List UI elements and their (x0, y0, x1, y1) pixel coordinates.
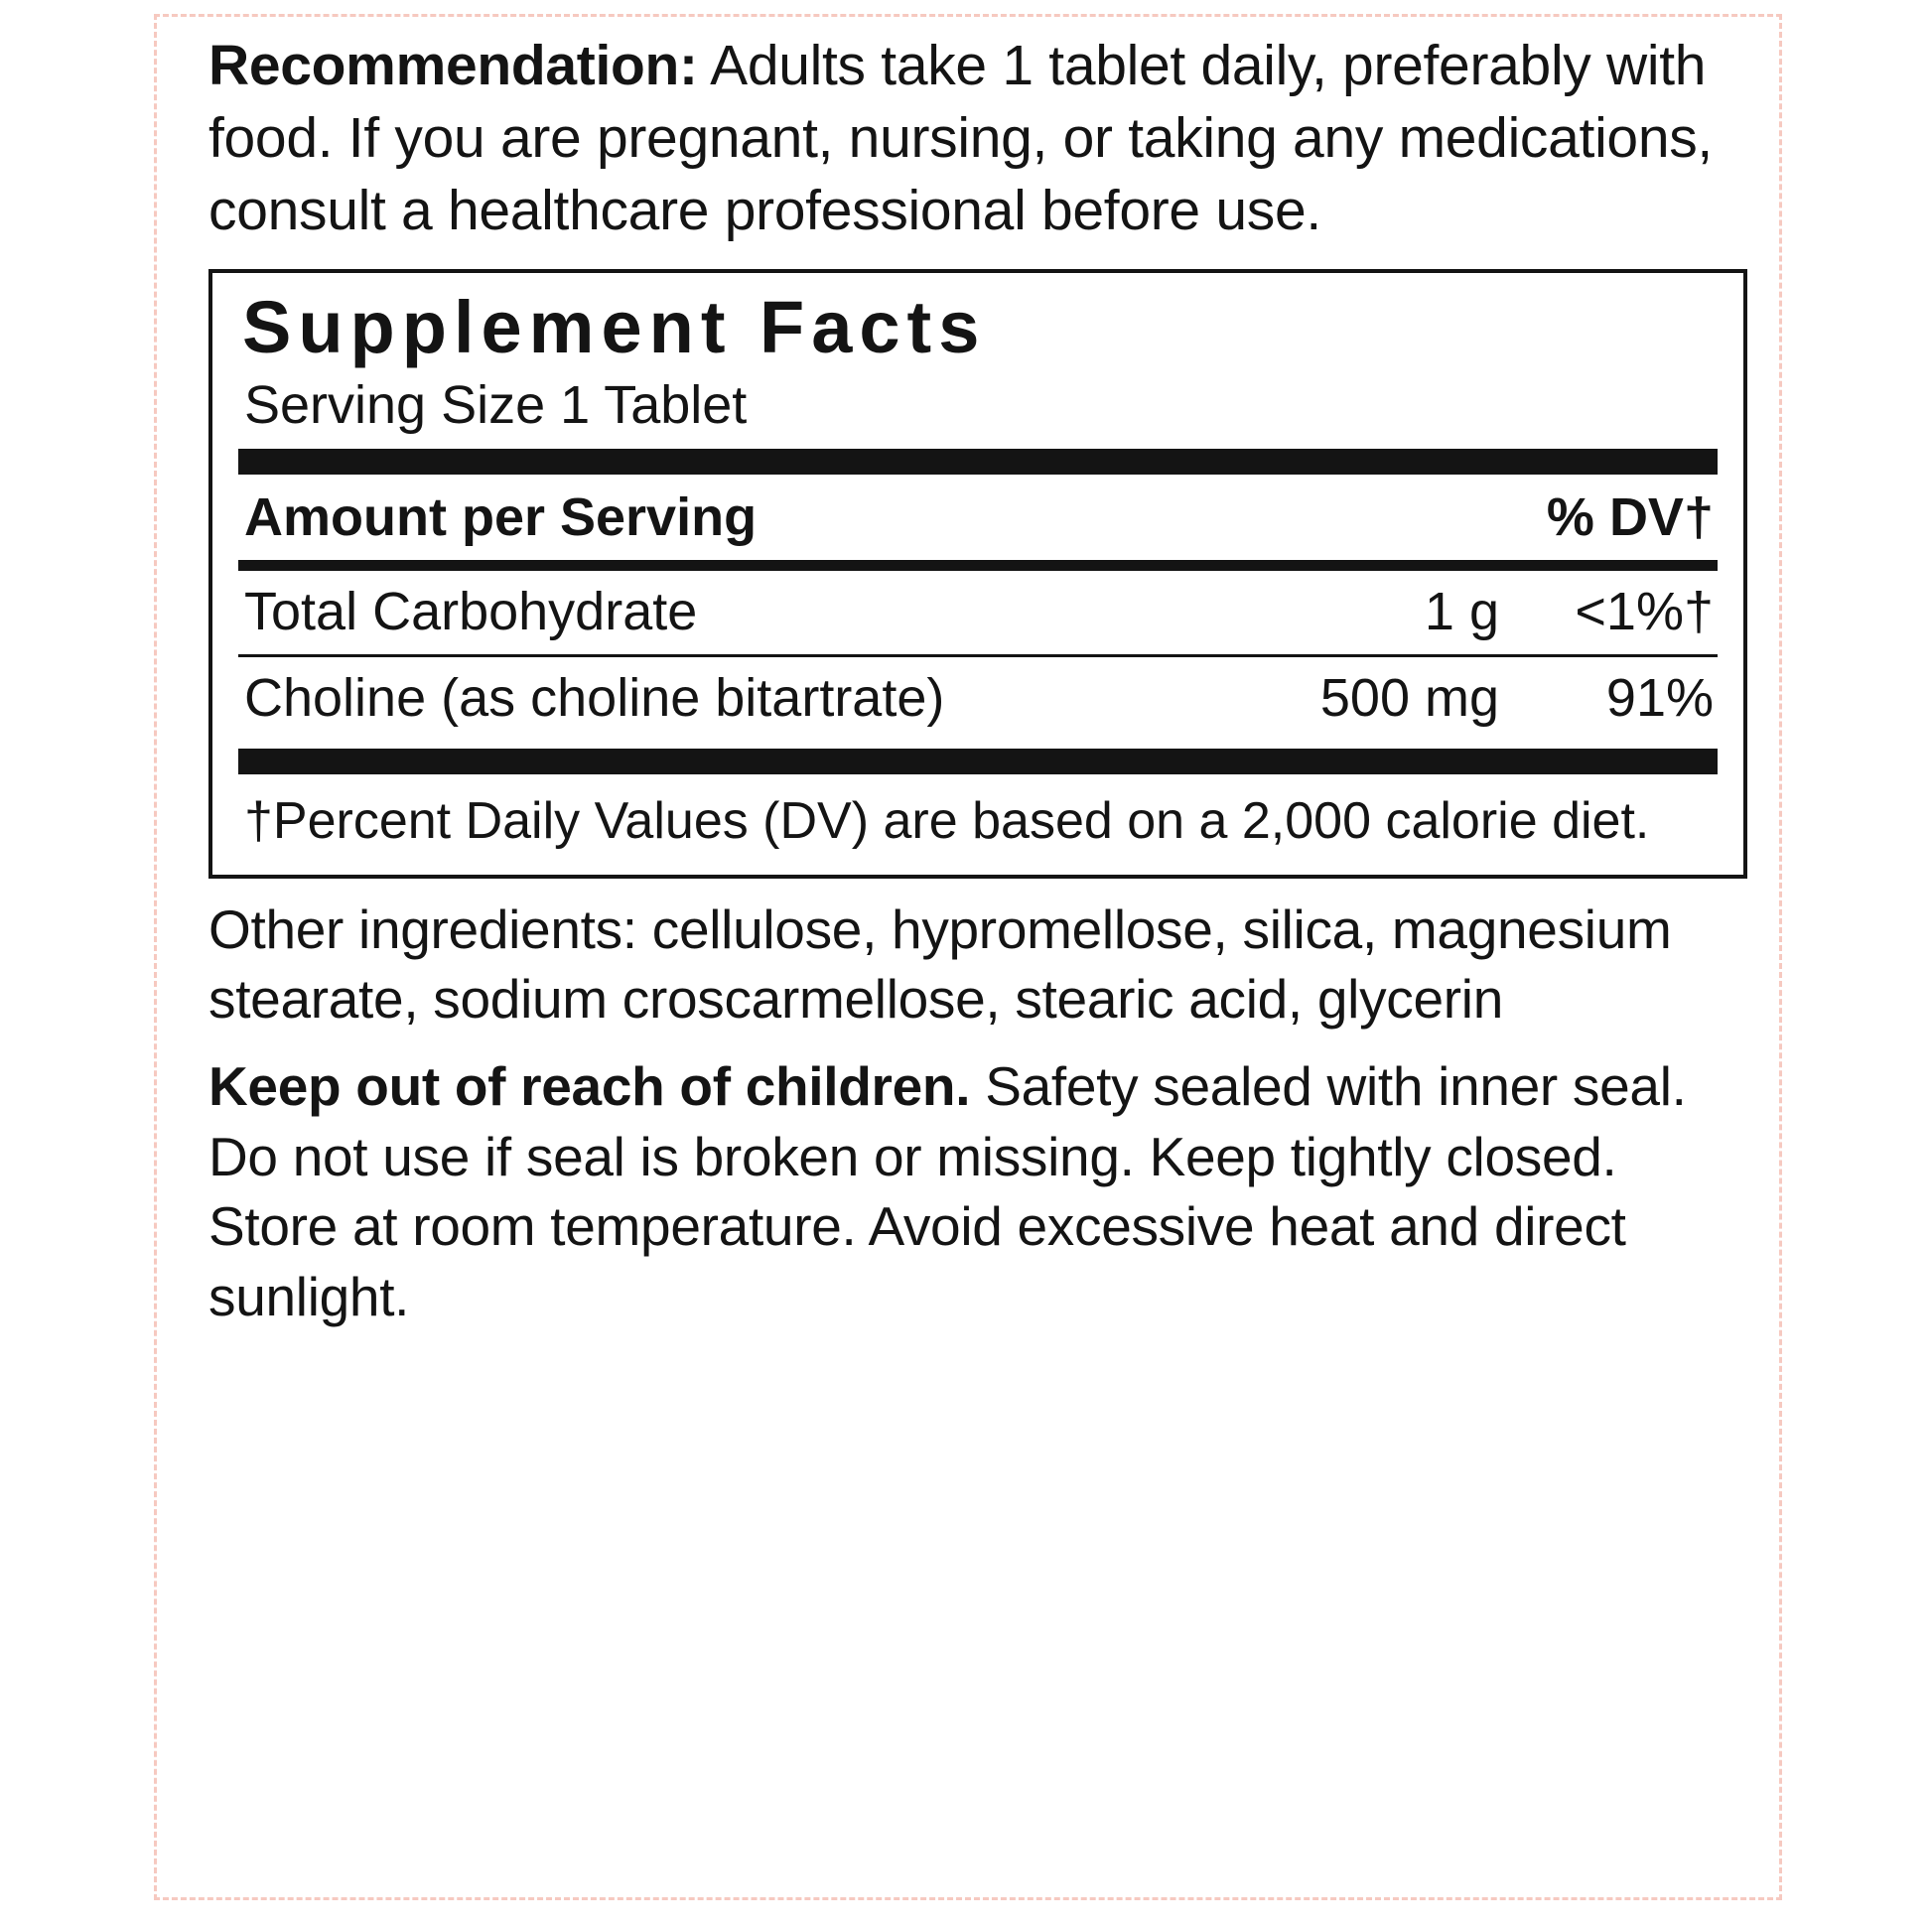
supplement-facts-title: Supplement Facts (242, 285, 987, 368)
warning-label: Keep out of reach of children. (208, 1055, 971, 1118)
daily-value-footnote: †Percent Daily Values (DV) are based on a 2,000 calorie diet. (244, 792, 1650, 851)
recommendation-paragraph (208, 30, 1753, 247)
table-row (238, 657, 1718, 737)
warning-text: Safety sealed with inner seal. Do not use if seal is broken or missing. Keep tightly closed. Store at room temperature. Avoid excessive heat and direct sunlight. (208, 1055, 1687, 1327)
amount-per-serving-label: Amount per Serving (244, 486, 758, 547)
nutrient-amount: 500 mg (1319, 668, 1499, 729)
supplement-facts-panel (208, 269, 1747, 879)
table-row (238, 571, 1718, 650)
divider-thick-top (238, 449, 1718, 475)
nutrient-amount: 1 g (1424, 582, 1499, 642)
recommendation-text: Adults take 1 tablet daily, preferably with food. If you are pregnant, nursing, or taking any medications, consult a healthcare professional before use. (208, 34, 1713, 242)
recommendation-label: Recommendation: (208, 34, 698, 97)
nutrient-dv: 91% (1605, 668, 1714, 729)
divider-medium (238, 560, 1718, 571)
serving-size-text: Serving Size 1 Tablet (244, 374, 748, 435)
percent-dv-label: % DV† (1546, 486, 1714, 547)
nutrient-name: Choline (as choline bitartrate) (244, 668, 945, 729)
amount-per-serving-header-row (238, 475, 1718, 554)
warning-paragraph (208, 1051, 1753, 1331)
divider-thick-bottom (238, 749, 1718, 774)
nutrient-name: Total Carbohydrate (244, 582, 698, 642)
other-ingredients-paragraph: Other ingredients: cellulose, hypromellose, silica, magnesium stearate, sodium croscarmellose, stearic acid, glycerin (208, 897, 1672, 1030)
nutrient-dv: <1%† (1575, 582, 1714, 642)
